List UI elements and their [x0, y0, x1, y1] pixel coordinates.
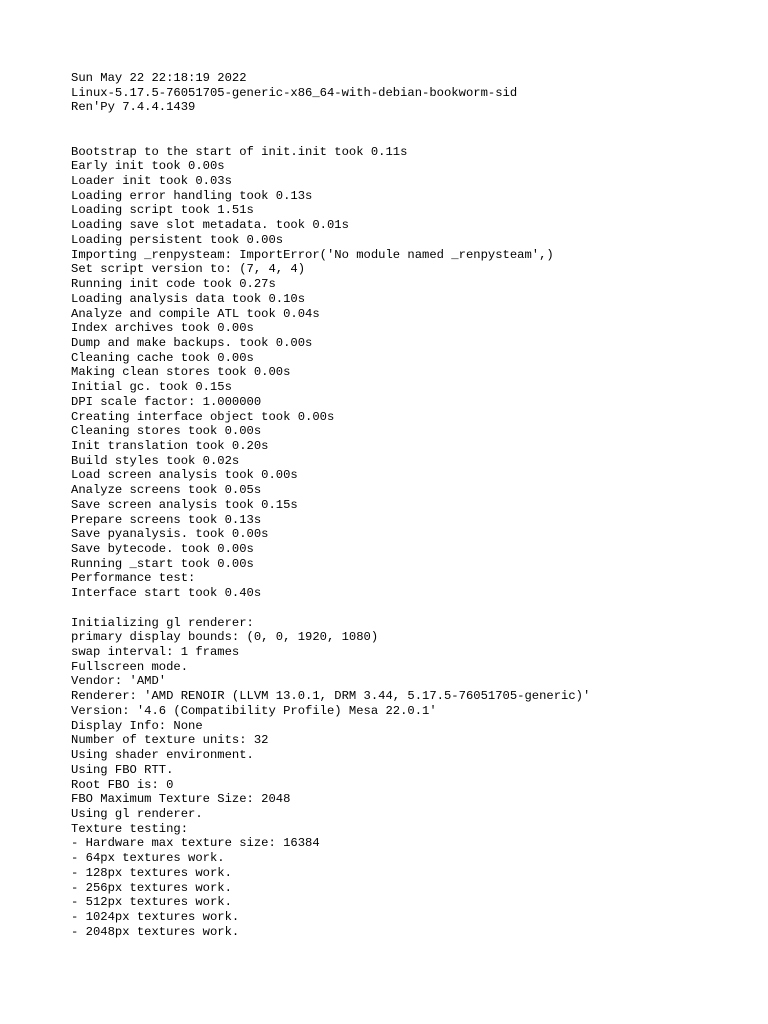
log-line: Version: '4.6 (Compatibility Profile) Mesa 22.0.1' — [71, 703, 437, 718]
renderer-log-section — [71, 616, 748, 940]
log-line: Init translation took 0.20s — [71, 438, 269, 453]
log-line: Loader init took 0.03s — [71, 174, 232, 189]
log-line: Using FBO RTT. — [71, 762, 174, 777]
log-line: Display Info: None — [71, 718, 203, 733]
log-line: Root FBO is: 0 — [71, 777, 174, 792]
log-line: Analyze screens took 0.05s — [71, 483, 262, 498]
log-line: Prepare screens took 0.13s — [71, 512, 262, 527]
log-timestamp: Sun May 22 22:18:19 2022 — [71, 71, 247, 85]
log-line: Loading persistent took 0.00s — [71, 232, 284, 247]
log-line: Build styles took 0.02s — [71, 453, 240, 468]
log-line: Using gl renderer. — [71, 806, 203, 821]
header-section — [71, 71, 748, 115]
log-line: Importing _renpysteam: ImportError('No module named _renpysteam',) — [71, 247, 554, 262]
section-spacer — [71, 601, 748, 616]
log-line: Early init took 0.00s — [71, 159, 225, 174]
log-line: Running init code took 0.27s — [71, 277, 276, 292]
log-line: Interface start took 0.40s — [71, 586, 262, 601]
log-line: Dump and make backups. took 0.00s — [71, 335, 313, 350]
log-line: - Hardware max texture size: 16384 — [71, 836, 320, 851]
log-line: Analyze and compile ATL took 0.04s — [71, 306, 320, 321]
log-line: Loading analysis data took 0.10s — [71, 291, 306, 306]
log-line: DPI scale factor: 1.000000 — [71, 394, 262, 409]
log-line: Number of texture units: 32 — [71, 733, 269, 748]
log-platform: Linux-5.17.5-76051705-generic-x86_64-with-debian-bookworm-sid — [71, 85, 518, 100]
log-line: Set script version to: (7, 4, 4) — [71, 262, 306, 277]
log-line: Save pyanalysis. took 0.00s — [71, 527, 269, 542]
log-line: Save screen analysis took 0.15s — [71, 497, 298, 512]
log-line: Loading script took 1.51s — [71, 203, 254, 218]
log-line: - 64px textures work. — [71, 851, 225, 866]
log-line: Creating interface object took 0.00s — [71, 409, 335, 424]
log-line: - 256px textures work. — [71, 880, 232, 895]
log-line: - 512px textures work. — [71, 895, 232, 910]
log-line: Making clean stores took 0.00s — [71, 365, 291, 380]
log-renpy-version: Ren'Py 7.4.4.1439 — [71, 100, 196, 115]
log-line: - 1024px textures work. — [71, 909, 240, 924]
log-line: Running _start took 0.00s — [71, 556, 254, 571]
log-line: swap interval: 1 frames — [71, 645, 240, 660]
log-line: Loading error handling took 0.13s — [71, 188, 313, 203]
log-line: Performance test: — [71, 571, 196, 586]
log-line: Loading save slot metadata. took 0.01s — [71, 218, 349, 233]
log-line: Initial gc. took 0.15s — [71, 380, 232, 395]
log-line: - 2048px textures work. — [71, 924, 240, 939]
log-line: Cleaning cache took 0.00s — [71, 350, 254, 365]
log-line: FBO Maximum Texture Size: 2048 — [71, 792, 291, 807]
section-spacer — [71, 115, 748, 144]
log-line: Cleaning stores took 0.00s — [71, 424, 262, 439]
log-line: Bootstrap to the start of init.init took 0.11s — [71, 144, 408, 159]
log-line: Using shader environment. — [71, 748, 254, 763]
log-line: - 128px textures work. — [71, 865, 232, 880]
log-line: Load screen analysis took 0.00s — [71, 468, 298, 483]
log-line: Save bytecode. took 0.00s — [71, 542, 254, 556]
log-line: Renderer: 'AMD RENOIR (LLVM 13.0.1, DRM 3.44, 5.17.5-76051705-generic)' — [71, 689, 591, 704]
log-line: Initializing gl renderer: — [71, 615, 254, 630]
log-line: Texture testing: — [71, 821, 189, 836]
log-line: primary display bounds: (0, 0, 1920, 1080) — [71, 630, 379, 645]
log-line: Index archives took 0.00s — [71, 321, 254, 336]
log-line: Vendor: 'AMD' — [71, 674, 167, 689]
init-log-section — [71, 145, 748, 601]
log-document — [71, 71, 748, 939]
log-line: Fullscreen mode. — [71, 659, 189, 674]
